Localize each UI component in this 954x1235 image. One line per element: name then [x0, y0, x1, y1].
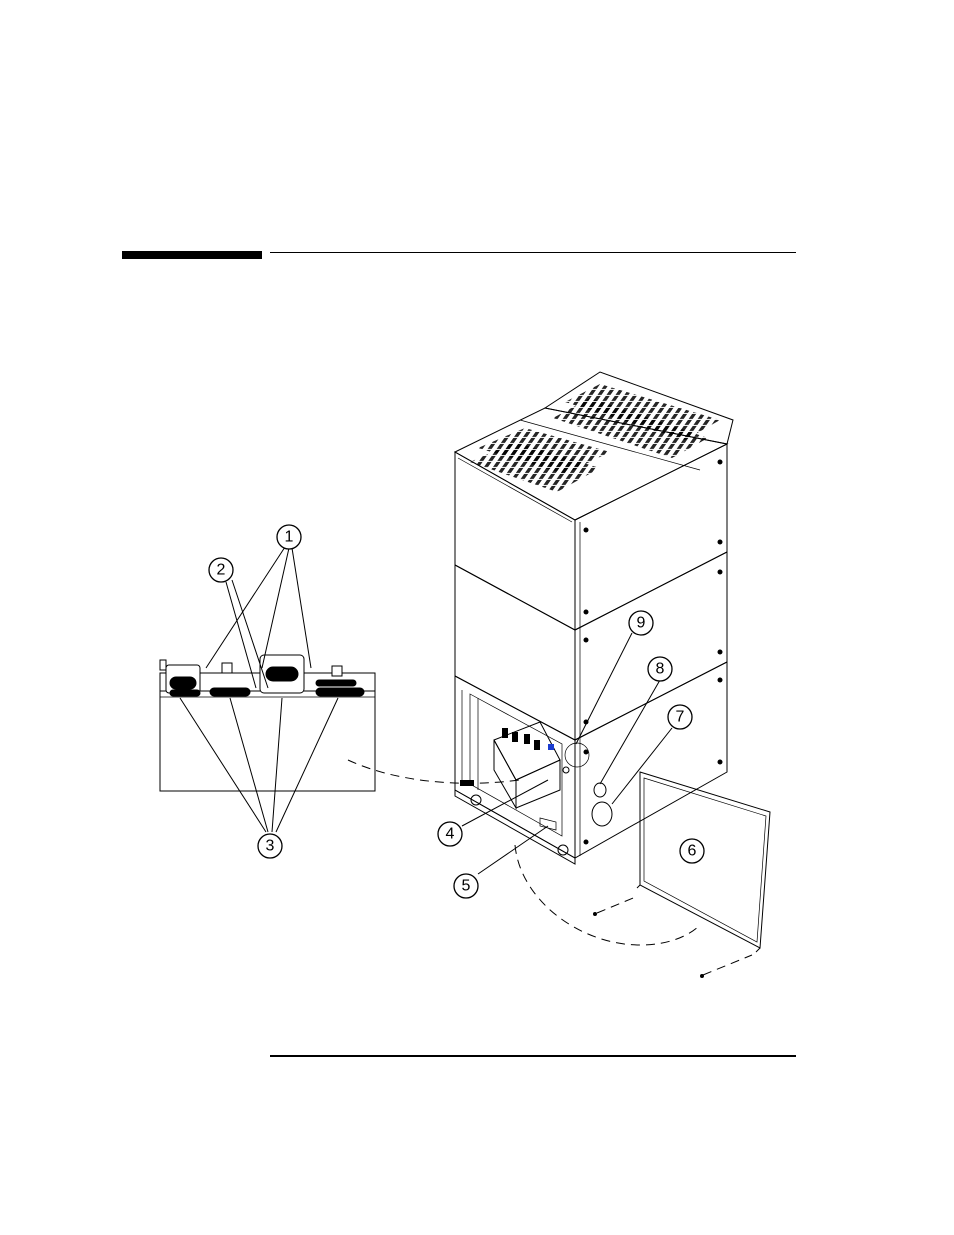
callout-3	[258, 834, 282, 858]
svg-text:7: 7	[675, 708, 685, 726]
callout-7	[668, 705, 692, 729]
callout-9	[629, 611, 653, 635]
callout-4	[438, 822, 462, 846]
svg-text:8: 8	[655, 660, 665, 678]
svg-text:9: 9	[636, 614, 646, 632]
callout-1	[277, 525, 301, 549]
top-vents	[470, 384, 720, 492]
svg-text:3: 3	[265, 837, 275, 855]
svg-text:6: 6	[687, 842, 697, 860]
side-panel	[593, 772, 770, 978]
side-knockout-small	[594, 783, 606, 797]
side-knockout-large	[592, 802, 612, 826]
module-detail	[160, 655, 375, 791]
callout-5	[454, 874, 478, 898]
svg-text:1: 1	[284, 528, 294, 546]
cabinet	[455, 372, 733, 864]
power-module	[494, 722, 569, 808]
svg-text:2: 2	[216, 561, 226, 579]
svg-text:4: 4	[445, 825, 455, 843]
callout-6	[680, 839, 704, 863]
svg-text:5: 5	[461, 877, 471, 895]
callout-8	[648, 657, 672, 681]
callout-2	[209, 558, 233, 582]
